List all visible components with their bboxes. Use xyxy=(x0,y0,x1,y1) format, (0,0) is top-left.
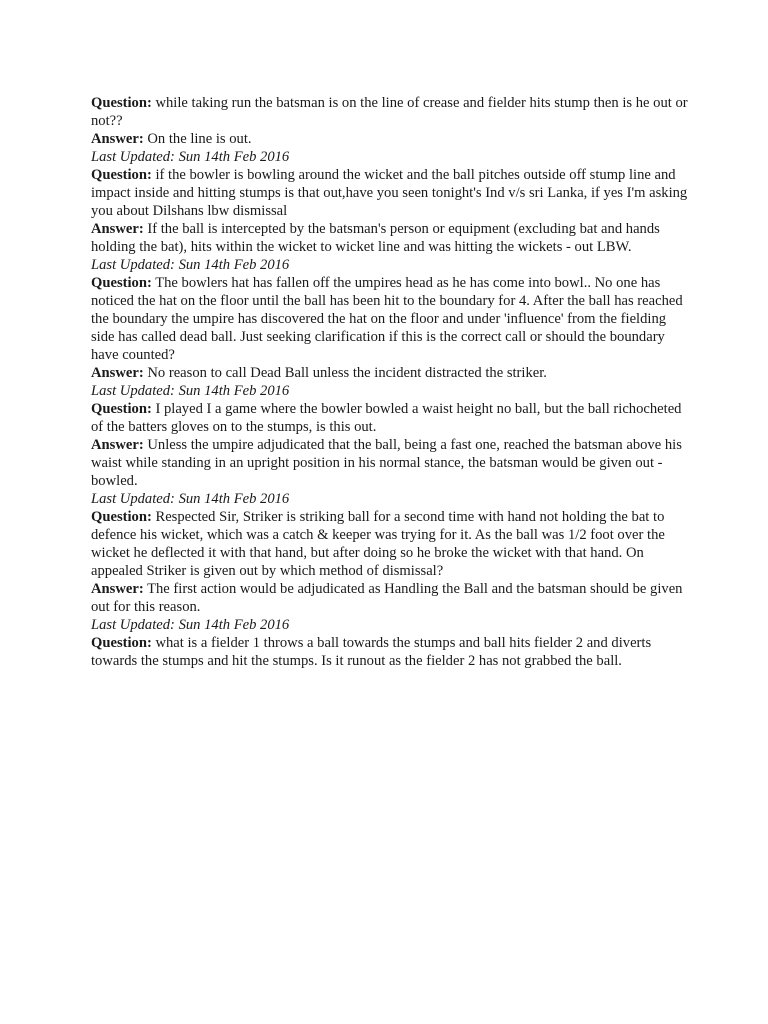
qa-entry xyxy=(91,634,691,670)
question-text: if the bowler is bowling around the wicket and the ball pitches outside off stump line and impact inside and hitting stumps is that out,have you seen tonight's Ind v/s sri Lanka, if yes I'm asking you about Dilshans lbw dismissal xyxy=(91,167,688,219)
answer-text: If the ball is intercepted by the batsman's person or equipment (excluding bat and hands holding the bat), hits within the wicket to wicket line and was hitting the wickets - out LBW. xyxy=(91,221,660,255)
question-label: Question: xyxy=(91,509,152,525)
qa-entry xyxy=(91,274,691,400)
answer-paragraph xyxy=(91,220,691,256)
qa-entry xyxy=(91,400,691,508)
question-paragraph xyxy=(91,400,691,436)
answer-paragraph xyxy=(91,364,691,382)
question-label: Question: xyxy=(91,635,152,651)
answer-label: Answer: xyxy=(91,581,144,597)
question-text: The bowlers hat has fallen off the umpires head as he has come into bowl.. No one has noticed the hat on the floor until the ball has been hit to the boundary for 4. After the ball has reached the boundary the umpire has discovered the hat on the floor and under 'influence' from the fielding side has called dead ball. Just seeking clarification if this is the correct call or should the boundary have counted? xyxy=(91,275,683,363)
question-text: I played I a game where the bowler bowled a waist height no ball, but the ball richocheted of the batters gloves on to the stumps, is this out. xyxy=(91,401,682,435)
answer-paragraph xyxy=(91,130,691,148)
question-text: what is a fielder 1 throws a ball towards the stumps and ball hits fielder 2 and diverts towards the stumps and hit the stumps. Is it runout as the fielder 2 has not grabbed the ball. xyxy=(91,635,652,669)
question-paragraph xyxy=(91,274,691,364)
last-updated: Last Updated: Sun 14th Feb 2016 xyxy=(91,149,290,165)
answer-label: Answer: xyxy=(91,221,144,237)
question-text: while taking run the batsman is on the line of crease and fielder hits stump then is he out or not?? xyxy=(91,95,688,129)
answer-text: The first action would be adjudicated as Handling the Ball and the batsman should be given out for this reason. xyxy=(91,581,683,615)
qa-entry xyxy=(91,166,691,274)
question-label: Question: xyxy=(91,95,152,111)
question-paragraph xyxy=(91,94,691,130)
answer-label: Answer: xyxy=(91,365,144,381)
question-label: Question: xyxy=(91,167,152,183)
question-text: Respected Sir, Striker is striking ball for a second time with hand not holding the bat to defence his wicket, which was a catch & keeper was trying for it. As the ball was 1/2 foot over the wicket he deflected it with that hand, but after doing so he broke the wicket with that hand. On appealed Striker is given out by which method of dismissal? xyxy=(91,509,665,579)
last-updated: Last Updated: Sun 14th Feb 2016 xyxy=(91,257,290,273)
answer-text: Unless the umpire adjudicated that the ball, being a fast one, reached the batsman above his waist while standing in an upright position in his normal stance, the batsman would be given out - bowled. xyxy=(91,437,682,489)
answer-label: Answer: xyxy=(91,131,144,147)
answer-paragraph xyxy=(91,436,691,490)
question-label: Question: xyxy=(91,401,152,417)
question-paragraph xyxy=(91,508,691,580)
answer-paragraph xyxy=(91,580,691,616)
last-updated: Last Updated: Sun 14th Feb 2016 xyxy=(91,617,290,633)
question-paragraph xyxy=(91,634,691,670)
qa-entry xyxy=(91,94,691,166)
document-page xyxy=(91,94,691,670)
last-updated: Last Updated: Sun 14th Feb 2016 xyxy=(91,383,290,399)
answer-label: Answer: xyxy=(91,437,144,453)
answer-text: No reason to call Dead Ball unless the incident distracted the striker. xyxy=(147,365,547,381)
question-paragraph xyxy=(91,166,691,220)
answer-text: On the line is out. xyxy=(147,131,252,147)
qa-entry xyxy=(91,508,691,634)
last-updated: Last Updated: Sun 14th Feb 2016 xyxy=(91,491,290,507)
question-label: Question: xyxy=(91,275,152,291)
